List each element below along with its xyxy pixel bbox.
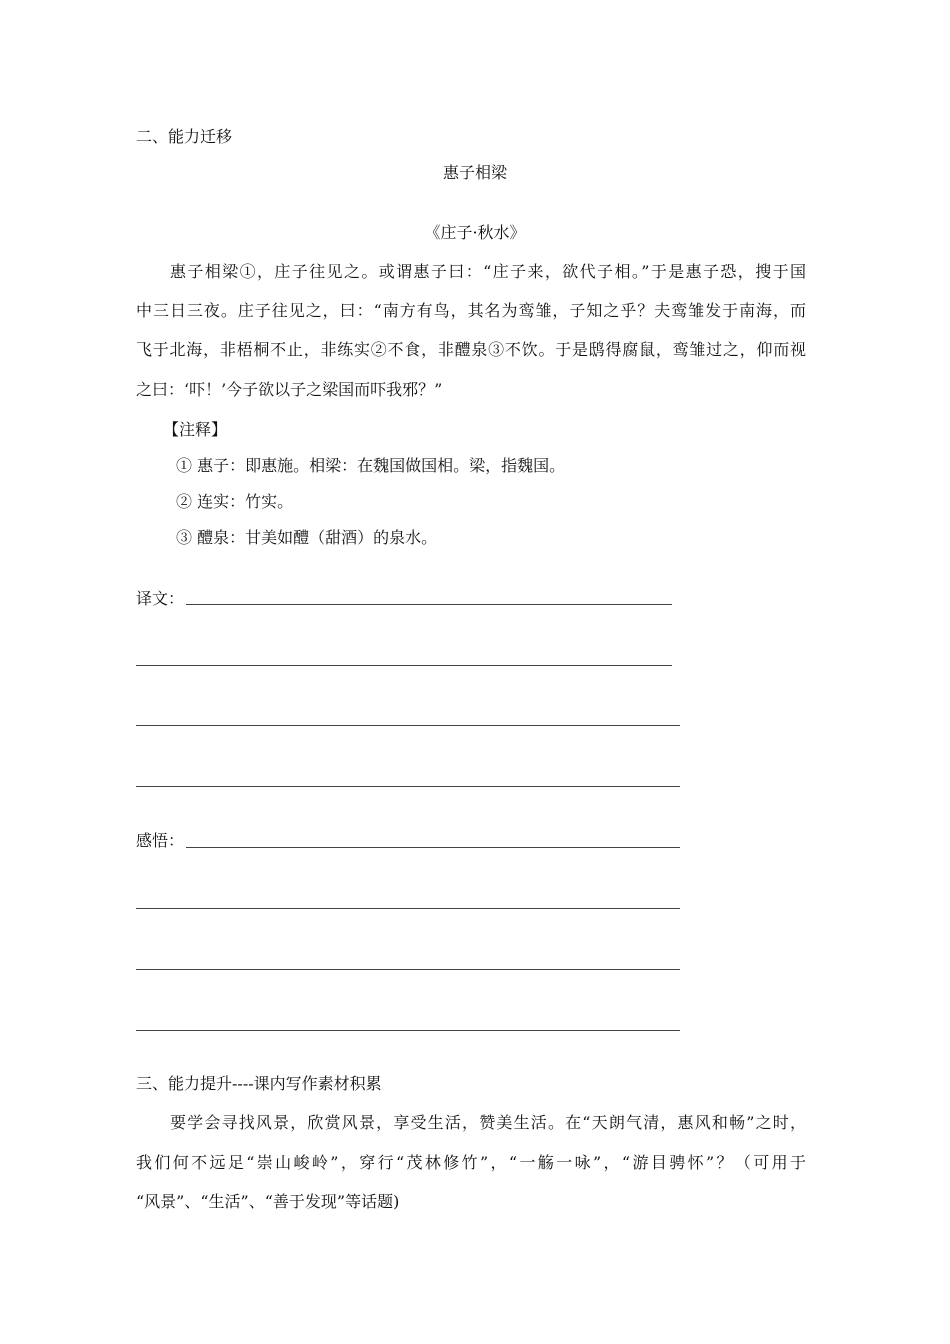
reflection-answer-line[interactable] (136, 1030, 680, 1031)
note-2: ② 连实：竹实。 (176, 492, 294, 511)
writing-material-line-2: 我们何不远足“崇山峻岭”，穿行“茂林修竹”，“一觞一咏”，“游目骋怀”？（可用于 (136, 1153, 806, 1172)
translation-answer-line[interactable] (136, 665, 672, 666)
note-3: ③ 醴泉：甘美如醴（甜酒）的泉水。 (176, 528, 438, 547)
passage-line-4: 之曰：‘吓！’今子欲以子之梁国而吓我邪？” (136, 380, 443, 399)
section2-heading: 二、能力迁移 (136, 127, 233, 146)
reflection-label: 感悟： (136, 831, 185, 850)
translation-answer-line[interactable] (186, 604, 672, 605)
translation-answer-line[interactable] (136, 725, 680, 726)
notes-heading: 【注释】 (163, 420, 228, 439)
translation-label: 译文： (136, 589, 185, 608)
reflection-answer-line[interactable] (136, 969, 680, 970)
note-1: ① 惠子：即惠施。相梁：在魏国做国相。梁，指魏国。 (176, 456, 566, 475)
reflection-answer-line[interactable] (136, 908, 680, 909)
translation-answer-line[interactable] (136, 786, 680, 787)
passage-line-3: 飞于北海，非梧桐不止，非练实②不食，非醴泉③不饮。于是鸱得腐鼠，鸾雏过之，仰而视 (136, 340, 806, 359)
article-source: 《庄子·秋水》 (424, 223, 526, 242)
writing-material-line-3: “风景”、“生活”、“善于发现”等话题) (136, 1192, 400, 1211)
article-title: 惠子相梁 (442, 163, 507, 182)
passage-line-1: 惠子相梁①，庄子往见之。或谓惠子曰：“庄子来，欲代子相。”于是惠子恐，搜于国 (170, 262, 806, 281)
section3-heading: 三、能力提升----课内写作素材积累 (136, 1074, 382, 1093)
writing-material-line-1: 要学会寻找风景，欣赏风景，享受生活，赞美生活。在“天朗气清，惠风和畅”之时， (170, 1113, 806, 1132)
reflection-answer-line[interactable] (186, 847, 680, 848)
passage-line-2: 中三日三夜。庄子往见之，曰：“南方有鸟，其名为鸾雏，子知之乎？夫鸾雏发于南海，而 (136, 301, 806, 320)
